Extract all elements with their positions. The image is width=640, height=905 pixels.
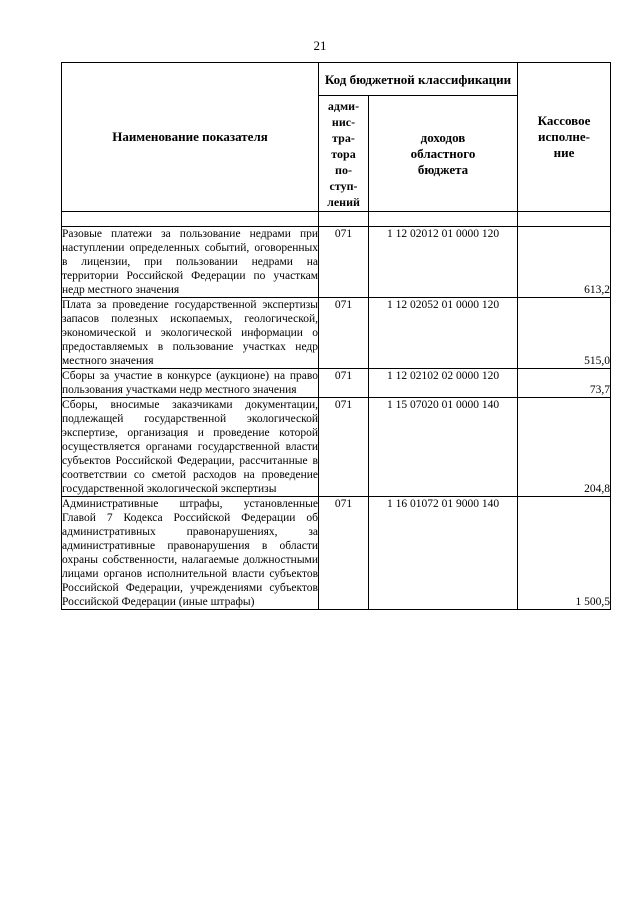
header-income: доходов областного бюджета — [369, 96, 518, 212]
indicator-name: Разовые платежи за пользование недрами при наступлении определенных событий, оговоренных в лицензии, при пользовании недрами на территории Российской Федерации по участкам недр местного значения — [62, 228, 318, 296]
table-row — [62, 497, 611, 610]
income-code: 1 12 02102 02 0000 120 — [369, 369, 518, 398]
indicator-name: Сборы, вносимые заказчиками документации, подлежащей государственной экологической экспертизе, организация и проведение которой осуществляется органами государственной власти субъектов Российской Федерации, рассчитанные в соответствии со сметой расходов на проведение государственной экологической экспертизы — [62, 399, 318, 495]
income-code: 1 15 07020 01 0000 140 — [369, 398, 518, 497]
income-code: 1 16 01072 01 9000 140 — [369, 497, 518, 610]
cash-amount: 1 500,5 — [518, 497, 611, 610]
cash-amount: 515,0 — [518, 298, 611, 369]
column-number — [62, 212, 319, 227]
header-cash: Кассовое исполне- ние — [518, 63, 611, 212]
cash-amount: 613,2 — [518, 227, 611, 298]
indicator-name: Сборы за участие в конкурсе (аукционе) на право пользования участками недр местного значения — [62, 370, 318, 396]
header-code-group: Код бюджетной классификации — [319, 63, 518, 96]
cash-amount: 204,8 — [518, 398, 611, 497]
table-row — [62, 398, 611, 497]
admin-code: 071 — [319, 398, 369, 497]
admin-code: 071 — [319, 497, 369, 610]
cash-amount: 73,7 — [518, 369, 611, 398]
indicator-name: Плата за проведение государственной экспертизы запасов полезных ископаемых, геологической, экономической и экологической информации о предоставляемых в пользование участках недр местного значения — [62, 299, 318, 367]
budget-table — [61, 62, 611, 610]
indicator-name: Административные штрафы, установленные Главой 7 Кодекса Российской Федерации об административных правонарушениях, за административные правонарушения в области охраны собственности, налагаемые должностными лицами органов исполнительной власти субъектов Российской Федерации, учреждениями субъектов Российской Федерации (иные штрафы) — [62, 498, 318, 608]
column-number — [518, 212, 611, 227]
income-code: 1 12 02012 01 0000 120 — [369, 227, 518, 298]
column-number-row — [62, 212, 611, 227]
admin-code: 071 — [319, 369, 369, 398]
header-name: Наименование показателя — [62, 63, 319, 212]
column-number — [369, 212, 518, 227]
income-code: 1 12 02052 01 0000 120 — [369, 298, 518, 369]
admin-code: 071 — [319, 227, 369, 298]
admin-code: 071 — [319, 298, 369, 369]
table-row — [62, 298, 611, 369]
page-number: 21 — [313, 38, 327, 53]
header-admin: адми- нис- тра- тора по- ступ- лений — [319, 96, 369, 212]
table-row — [62, 227, 611, 298]
column-number — [319, 212, 369, 227]
table-row — [62, 369, 611, 398]
